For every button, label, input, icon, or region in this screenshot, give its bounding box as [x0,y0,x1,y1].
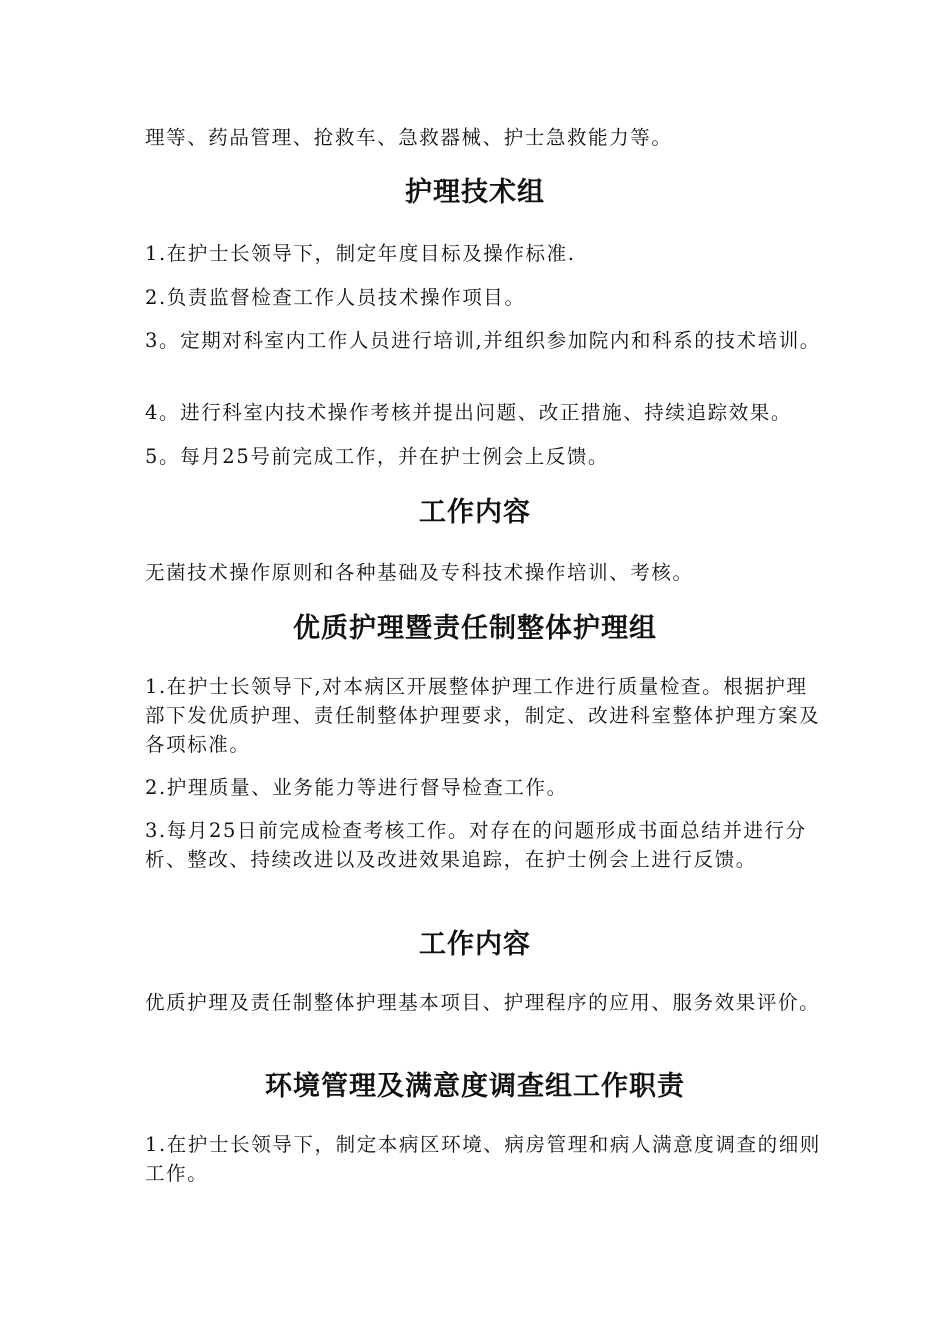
section-heading-environment-management: 环境管理及满意度调查组工作职责 [265,1071,685,1102]
section-heading-work-content-2: 工作内容 [419,929,531,960]
quality-nursing-item-3: 3.每月25日前完成检查考核工作。对存在的问题形成书面总结并进行分析、整改、持续改进以及改进效果追踪，在护士例会上进行反馈。 [145,819,807,871]
section-heading-work-content-1: 工作内容 [419,497,531,528]
work-content-1-paragraph: 无菌技术操作原则和各种基础及专科技术操作培训、考核。 [145,561,694,584]
nursing-technique-item-1: 1.在护士长领导下，制定年度目标及操作标准. [145,242,576,265]
quality-nursing-item-2: 2.护理质量、业务能力等进行督导检查工作。 [145,776,568,799]
environment-management-item-1: 1.在护士长领导下，制定本病区环境、病房管理和病人满意度调查的细则工作。 [145,1133,821,1185]
nursing-technique-item-5: 5。每月25号前完成工作，并在护士例会上反馈。 [145,445,610,468]
nursing-technique-item-2: 2.负责监督检查工作人员技术操作项目。 [145,286,526,309]
section-heading-quality-nursing: 优质护理暨责任制整体护理组 [293,613,657,644]
work-content-2-paragraph: 优质护理及责任制整体护理基本项目、护理程序的应用、服务效果评价。 [145,991,821,1014]
quality-nursing-item-1: 1.在护士长领导下,对本病区开展整体护理工作进行质量检查。根据护理部下发优质护理、责任制整体护理要求，制定、改进科室整体护理方案及各项标准。 [145,675,821,756]
intro-paragraph: 理等、药品管理、抢救车、急救器械、护士急救能力等。 [145,126,673,149]
section-heading-nursing-technique: 护理技术组 [405,177,545,208]
nursing-technique-item-4: 4。进行科室内技术操作考核并提出问题、改正措施、持续追踪效果。 [145,401,793,424]
nursing-technique-item-3: 3。定期对科室内工作人员进行培训,并组织参加院内和科系的技术培训。 [145,329,821,352]
